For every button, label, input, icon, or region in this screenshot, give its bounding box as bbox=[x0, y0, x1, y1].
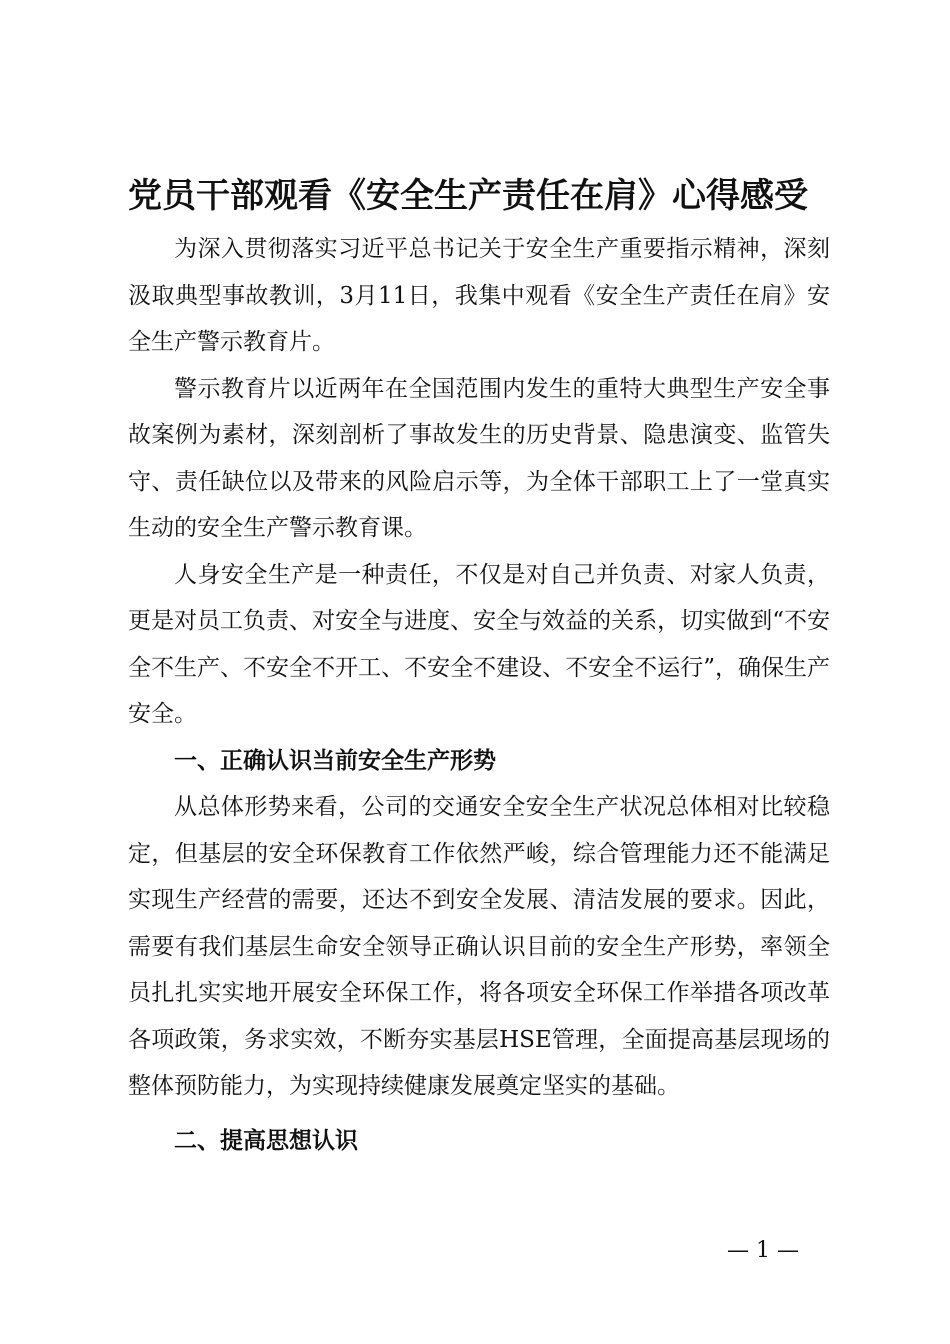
section-heading-1: 一、正确认识当前安全生产形势 bbox=[174, 747, 496, 774]
situation-paragraph: 从总体形势来看，公司的交通安全安全生产状况总体相对比较稳定，但基层的安全环保教育工作依然严峻，综合管理能力还不能满足实现生产经营的需要，还达不到安全发展、清洁发展的要求。因此，需要有我们基层生命安全领导正确认识目前的安全生产形势，率领全员扎扎实实地开展安全环保工作，将各项安全环保工作举措各项改革各项政策，务求实效，不断夯实基层HSE管理，全面提高基层现场的整体预防能力，为实现持续健康发展奠定坚实的基础。 bbox=[128, 794, 830, 1099]
document-body bbox=[128, 226, 830, 1164]
document-title: 党员干部观看《安全生产责任在肩》心得感受 bbox=[128, 176, 808, 216]
section-heading-2: 二、提高思想认识 bbox=[174, 1127, 358, 1154]
warning-film-paragraph: 警示教育片以近两年在全国范围内发生的重特大典型生产安全事故案例为素材，深刻剖析了事故发生的历史背景、隐患演变、监管失守、责任缺位以及带来的风险启示等，为全体干部职工上了一堂真实生动的安全生产警示教育课。 bbox=[128, 375, 830, 541]
intro-paragraph: 为深入贯彻落实习近平总书记关于安全生产重要指示精神，深刻汲取典型事故教训，3月11日，我集中观看《安全生产责任在肩》安全生产警示教育片。 bbox=[128, 236, 830, 355]
responsibility-paragraph: 人身安全生产是一种责任，不仅是对自己并负责、对家人负责，更是对员工负责、对安全与进度、安全与效益的关系，切实做到“不安全不生产、不安全不开工、不安全不建设、不安全不运行”，确保生产安全。 bbox=[128, 561, 830, 727]
page-number: — 1 — bbox=[727, 1238, 799, 1263]
